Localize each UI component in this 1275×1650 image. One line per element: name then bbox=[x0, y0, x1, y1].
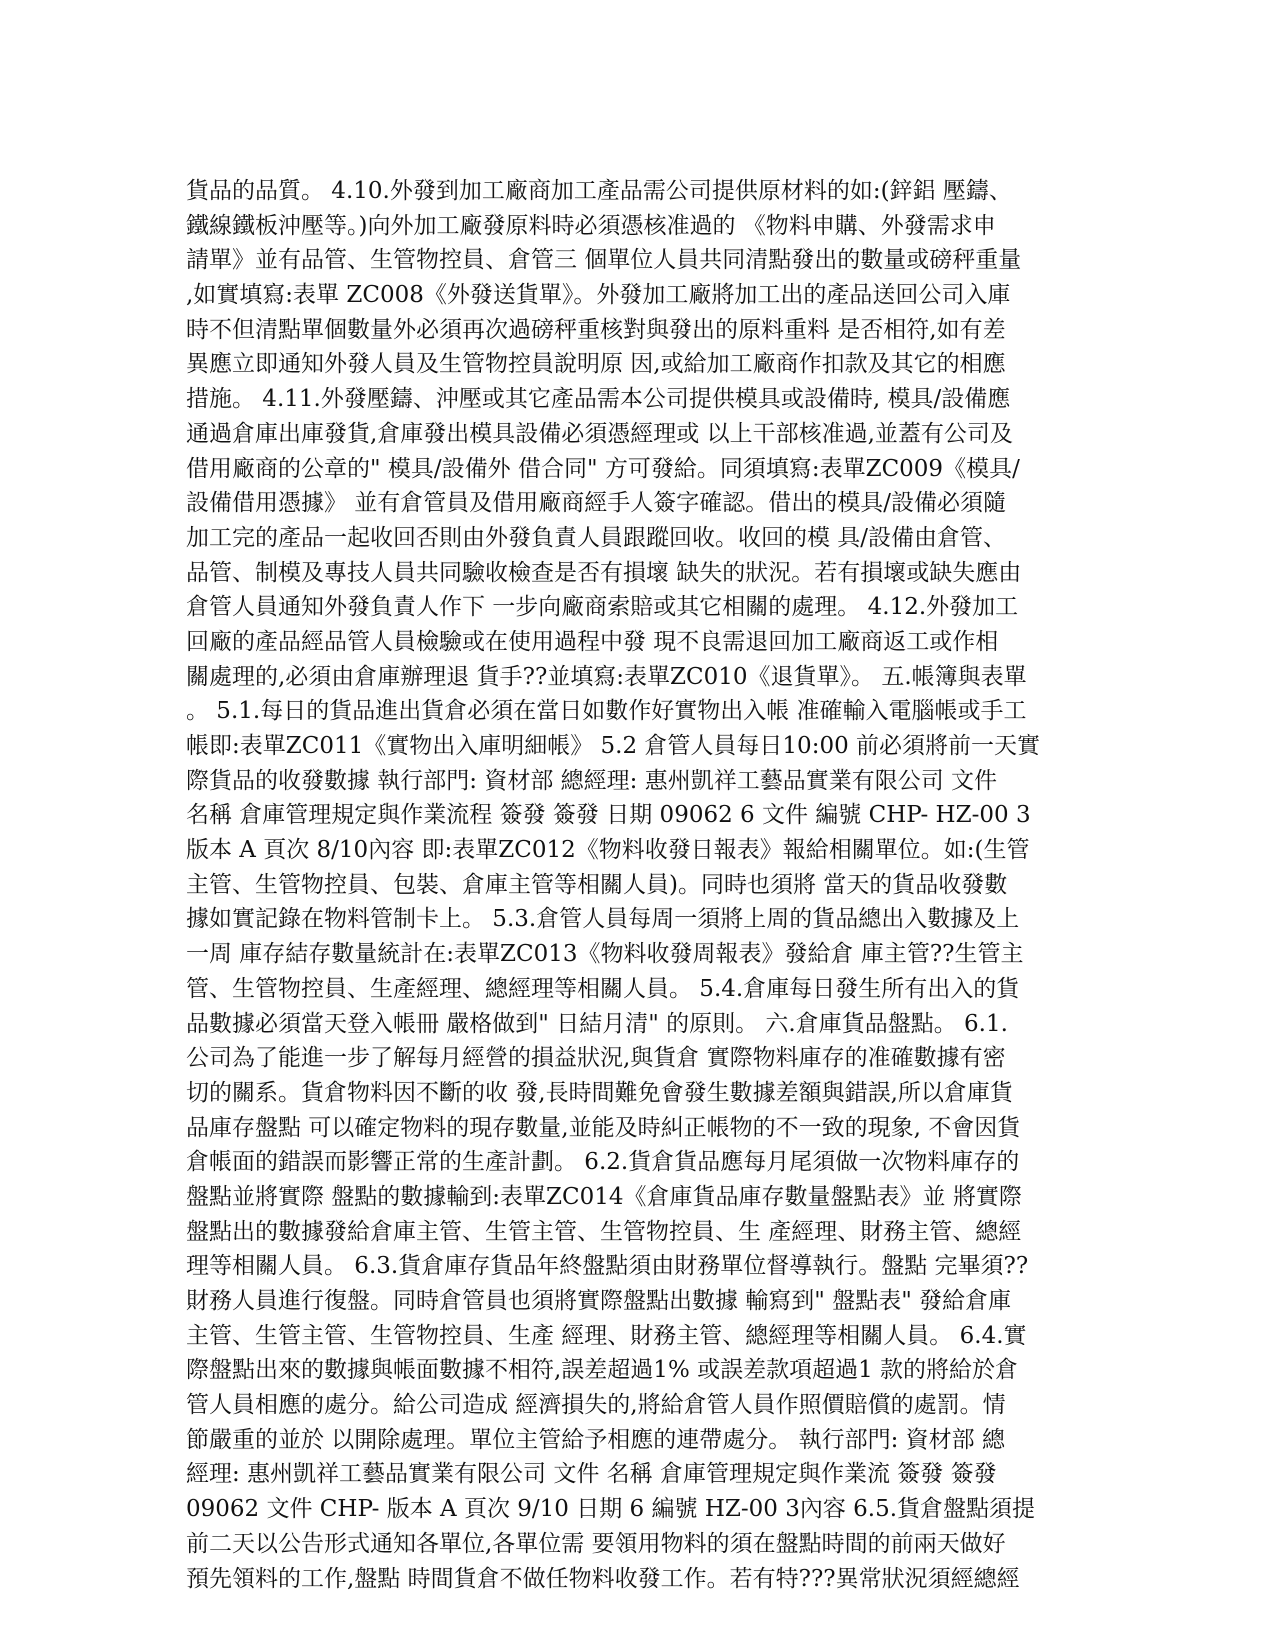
body-text-line: 切的關系。貨倉物料因不斷的收 發,長時間難免會發生數據差額與錯誤,所以倉庫貨 bbox=[186, 1079, 1013, 1106]
body-text-line: ,如實填寫:表單 ZC008《外發送貨單》。外發加工廠將加工出的產品送回公司入庫 bbox=[186, 282, 1011, 309]
document-body bbox=[186, 174, 1086, 1596]
body-text-line: 通過倉庫出庫發貨,倉庫發出模具設備必須憑經理或 以上干部核准過,並蓋有公司及 bbox=[186, 420, 1013, 447]
body-text-line: 關處理的,必須由倉庫辦理退 貨手??並填寫:表單ZC010《退貨單》。 五.帳簿與表單 bbox=[186, 663, 1027, 690]
body-text-line: 節嚴重的並於 以開除處理。單位主管給予相應的連帶處分。 執行部門: 資材部 總 bbox=[186, 1426, 1005, 1453]
body-text-line: 措施。 4.11.外發壓鑄、沖壓或其它產品需本公司提供模具或設備時, 模具/設備應 bbox=[186, 386, 1011, 413]
body-text-line: 倉管人員通知外發負責人作下 一步向廠商索賠或其它相關的處理。 4.12.外發加工 bbox=[186, 594, 1019, 621]
body-text-line: 經理: 惠州凱祥工藝品實業有限公司 文件 名稱 倉庫管理規定與作業流 簽發 簽發 bbox=[186, 1461, 997, 1488]
body-text-line: 借用廠商的公章的" 模具/設備外 借合同" 方可發給。同須填寫:表單ZC009《模具/ bbox=[186, 455, 1020, 482]
body-text-line: 名稱 倉庫管理規定與作業流程 簽發 簽發 日期 09062 6 文件 編號 CHP- HZ-00 3 bbox=[186, 802, 1031, 829]
body-text-line: 鐵線鐵板沖壓等。)向外加工廠發原料時必須憑核准過的 《物料申購、外發需求申 bbox=[186, 212, 996, 239]
body-text-line: 管人員相應的處分。給公司造成 經濟損失的,將給倉管人員作照價賠償的處罰。情 bbox=[186, 1392, 1006, 1419]
body-text-line: 據如實記錄在物料管制卡上。 5.3.倉管人員每周一須將上周的貨品總出入數據及上 bbox=[186, 906, 1020, 933]
body-text-line: 品數據必須當天登入帳冊 嚴格做到" 日結月清" 的原則。 六.倉庫貨品盤點。 6.1. bbox=[186, 1010, 1008, 1037]
body-text-line: 帳即:表單ZC011《實物出入庫明細帳》 5.2 倉管人員每日10:00 前必須將前一天實 bbox=[186, 733, 1041, 759]
body-text-line: 加工完的產品一起收回否則由外發負責人員跟蹤回收。收回的模 具/設備由倉管、 bbox=[186, 524, 1007, 551]
body-text-line: 盤點出的數據發給倉庫主管、生管主管、生管物控員、生 產經理、財務主管、總經 bbox=[186, 1218, 1022, 1245]
body-text-line: 異應立即通知外發人員及生管物控員說明原 因,或給加工廠商作扣款及其它的相應 bbox=[186, 351, 1006, 378]
body-text-line: 設備借用憑據》 並有倉管員及借用廠商經手人簽字確認。借出的模具/設備必須隨 bbox=[186, 490, 1007, 517]
body-text-line: 品管、制模及專技人員共同驗收檢查是否有損壞 缺失的狀況。若有損壞或缺失應由 bbox=[186, 559, 1022, 586]
body-text-line: 理等相關人員。 6.3.貨倉庫存貨品年終盤點須由財務單位督導執行。盤點 完畢須?? bbox=[186, 1253, 1029, 1280]
body-text-line: 09062 文件 CHP- 版本 A 頁次 9/10 日期 6 編號 HZ-00 3內容 6.5.貨倉盤點須提 bbox=[186, 1496, 1036, 1523]
body-text-line: 貨品的品質。 4.10.外發到加工廠商加工產品需公司提供原材料的如:(鋅鋁 壓鑄、 bbox=[186, 178, 1012, 204]
body-text-line: 。 5.1.每日的貨品進出貨倉必須在當日如數作好實物出入帳 准確輸入電腦帳或手工 bbox=[186, 698, 1027, 725]
body-text-line: 管、生管物控員、生產經理、總經理等相關人員。 5.4.倉庫每日發生所有出入的貨 bbox=[186, 975, 1020, 1002]
body-text-line: 主管、生管主管、生管物控員、生產 經理、財務主管、總經理等相關人員。 6.4.實 bbox=[186, 1322, 1027, 1349]
body-text-line: 倉帳面的錯誤而影響正常的生產計劃。 6.2.貨倉貨品應每月尾須做一次物料庫存的 bbox=[186, 1149, 1020, 1176]
body-text-line: 際貨品的收發數據 執行部門: 資材部 總經理: 惠州凱祥工藝品實業有限公司 文件 bbox=[186, 767, 998, 794]
body-text-line: 預先領料的工作,盤點 時間貨倉不做任物料收發工作。若有特???異常狀況須經總經 bbox=[186, 1565, 1020, 1592]
body-text-line: 財務人員進行復盤。同時倉管員也須將實際盤點出數據 輸寫到" 盤點表" 發給倉庫 bbox=[186, 1288, 1012, 1314]
body-text-line: 品庫存盤點 可以確定物料的現存數量,並能及時糾正帳物的不一致的現象, 不會因貨 bbox=[186, 1114, 1021, 1141]
body-text-line: 主管、生管物控員、包裝、倉庫主管等相關人員)。同時也須將 當天的貨品收發數 bbox=[186, 871, 1008, 898]
body-text-line: 回廠的產品經品管人員檢驗或在使用過程中發 現不良需退回加工廠商返工或作相 bbox=[186, 628, 999, 655]
body-text-line: 一周 庫存結存數量統計在:表單ZC013《物料收發周報表》發給倉 庫主管??生管主 bbox=[186, 941, 1024, 968]
body-text-line: 際盤點出來的數據與帳面數據不相符,誤差超過1% 或誤差款項超過1 款的將給於倉 bbox=[186, 1357, 1019, 1384]
body-text-line: 版本 A 頁次 8/10內容 即:表單ZC012《物料收發日報表》報給相關單位。如:(生管 bbox=[186, 837, 1030, 864]
body-text-line: 時不但清點單個數量外必須再次過磅秤重核對與發出的原料重料 是否相符,如有差 bbox=[186, 316, 1006, 343]
body-text-line: 前二天以公告形式通知各單位,各單位需 要領用物料的須在盤點時間的前兩天做好 bbox=[186, 1530, 1006, 1557]
body-text-line: 請單》並有品管、生管物控員、倉管三 個單位人員共同清點發出的數量或磅秤重量 bbox=[186, 247, 1022, 274]
body-text-line: 公司為了能進一步了解每月經營的損益狀況,與貨倉 實際物料庫存的准確數據有密 bbox=[186, 1045, 1006, 1072]
body-text-line: 盤點並將實際 盤點的數據輸到:表單ZC014《倉庫貨品庫存數量盤點表》並 將實際 bbox=[186, 1183, 1022, 1210]
